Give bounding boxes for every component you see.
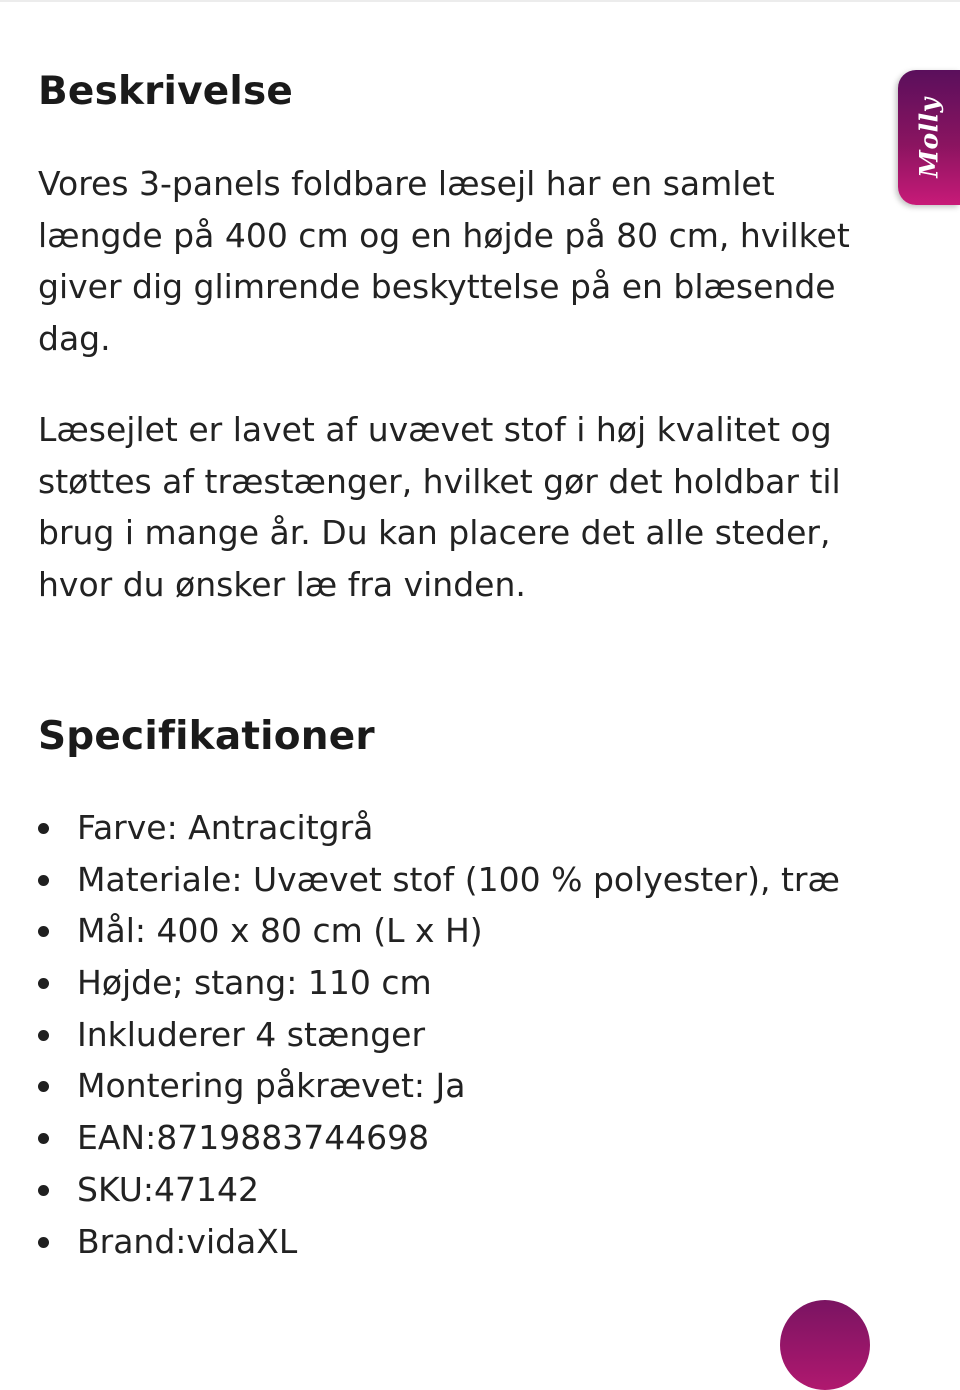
- spec-item-label: Montering påkrævet: Ja: [77, 1066, 466, 1106]
- bullet-icon: [38, 1133, 49, 1144]
- bullet-icon: [38, 978, 49, 989]
- bullet-icon: [38, 926, 49, 937]
- spec-item-dimensions: [38, 905, 918, 957]
- molly-tab-label: Molly: [914, 97, 944, 178]
- spec-item-assembly: [38, 1060, 918, 1112]
- specifications-heading: Specifikationer: [38, 714, 375, 759]
- spec-item-label: Brand:vidaXL: [77, 1221, 298, 1261]
- specifications-list: [38, 802, 918, 1267]
- bullet-icon: [38, 1030, 49, 1041]
- spec-item-included-poles: [38, 1009, 918, 1061]
- spec-item-sku: [38, 1164, 918, 1216]
- bullet-icon: [38, 823, 49, 834]
- spec-item-brand: [38, 1216, 918, 1268]
- spec-item-label: Mål: 400 x 80 cm (L x H): [77, 911, 483, 951]
- chat-launcher-button[interactable]: [780, 1300, 870, 1390]
- spec-item-ean: [38, 1112, 918, 1164]
- spec-item-color: [38, 802, 918, 854]
- bullet-icon: [38, 1237, 49, 1248]
- description-paragraph-2: Læsejlet er lavet af uvævet stof i høj kvalitet og støttes af træstænger, hvilket gør det holdbar til brug i mange år. Du kan placere det alle steder, hvor du ønsker læ fra vinden.: [38, 410, 841, 604]
- spec-item-label: SKU:47142: [77, 1169, 259, 1209]
- description-heading: Beskrivelse: [38, 69, 294, 114]
- description-paragraph-1: Vores 3-panels foldbare læsejl har en samlet længde på 400 cm og en højde på 80 cm, hvilket giver dig glimrende beskyttelse på en blæsende dag.: [38, 164, 850, 358]
- spec-item-label: Farve: Antracitgrå: [77, 808, 374, 847]
- spec-item-label: EAN:8719883744698: [77, 1118, 430, 1158]
- spec-item-pole-height: [38, 957, 918, 1009]
- spec-item-material: [38, 854, 918, 906]
- bullet-icon: [38, 875, 49, 886]
- bullet-icon: [38, 1081, 49, 1092]
- top-divider: [0, 0, 960, 2]
- bullet-icon: [38, 1185, 49, 1196]
- spec-item-label: Materiale: Uvævet stof (100 % polyester), træ: [77, 859, 840, 899]
- spec-item-label: Højde; stang: 110 cm: [77, 963, 432, 1003]
- spec-item-label: Inkluderer 4 stænger: [77, 1014, 426, 1054]
- molly-assistant-tab[interactable]: [898, 70, 960, 205]
